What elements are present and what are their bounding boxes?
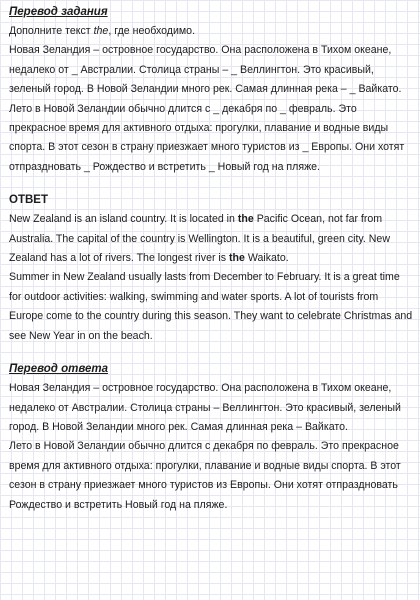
answer-article-2: the — [229, 252, 245, 265]
translation-paragraph-2: Лето в Новой Зеландии обычно длится с декабря по февраль. Это прекрасное время для активного отдыха: прогулки, плавание и водные виды спорта. В этот сезон в страну приезжает много туристов из Европы. Они хотят отпраздновать Рождество и встретить Новый год на пляже. — [9, 440, 401, 511]
task-instruction — [9, 22, 414, 41]
answer-text-part-1: New Zealand is an island country. It is located in — [9, 213, 238, 226]
translation-paragraph-1: Новая Зеландия – островное государство. Она расположена в Тихом океане, недалеко от Австралии. Столица страны – Веллингтон. Это красивый, зеленый город. В Новой Зеландии много рек. Самая длинная река – Вайкато. — [9, 382, 401, 433]
instruction-text-end: , где необходимо. — [108, 25, 196, 37]
answer-article-1: the — [237, 213, 254, 226]
task-paragraph-1: Новая Зеландия – островное государство. Она расположена в Тихом океане, недалеко от _ Австралии. Столица страны – _ Веллингтон. Это красивый, зеленый город. В Новой Зеландии много рек. Самая длинная река – _ Вайкато. — [9, 44, 402, 96]
instruction-article-word: the — [93, 25, 109, 37]
task-paragraph-2: Лето в Новой Зеландии обычно длится с _ декабря по _ февраль. Это прекрасное время для активного отдыха: прогулки, плавание и водные виды спорта. В этот сезон в страну приезжает много туристов из _ Европы. Они хотят отпраздновать _ Рождество и встретить _ Новый год на пляже. — [9, 102, 405, 173]
answer-text-part-2: Pacific Ocean, not far from Australia. The capital of the country is Wellington. It is a beautiful, green city. New Zealand has a lot of rivers. The longest river is — [9, 213, 390, 265]
task-section — [9, 4, 414, 177]
answer-paragraph-1 — [9, 210, 414, 268]
answer-paragraph-2: Summer in New Zealand usually lasts from December to February. It is a great time for outdoor activities: walking, swimming and water sports. A lot of tourists from Europe come to the country during this season. They want to celebrate Christmas and see New Year in on the beach. — [9, 271, 413, 342]
instruction-text-start: Дополните текст — [9, 25, 94, 37]
answer-text-part-3: Waikato. — [244, 252, 289, 265]
task-heading: Перевод задания — [9, 6, 108, 18]
translation-section — [9, 361, 414, 515]
answer-section — [9, 192, 414, 346]
translation-heading: Перевод ответа — [9, 363, 109, 376]
answer-heading: ОТВЕТ — [9, 194, 48, 207]
